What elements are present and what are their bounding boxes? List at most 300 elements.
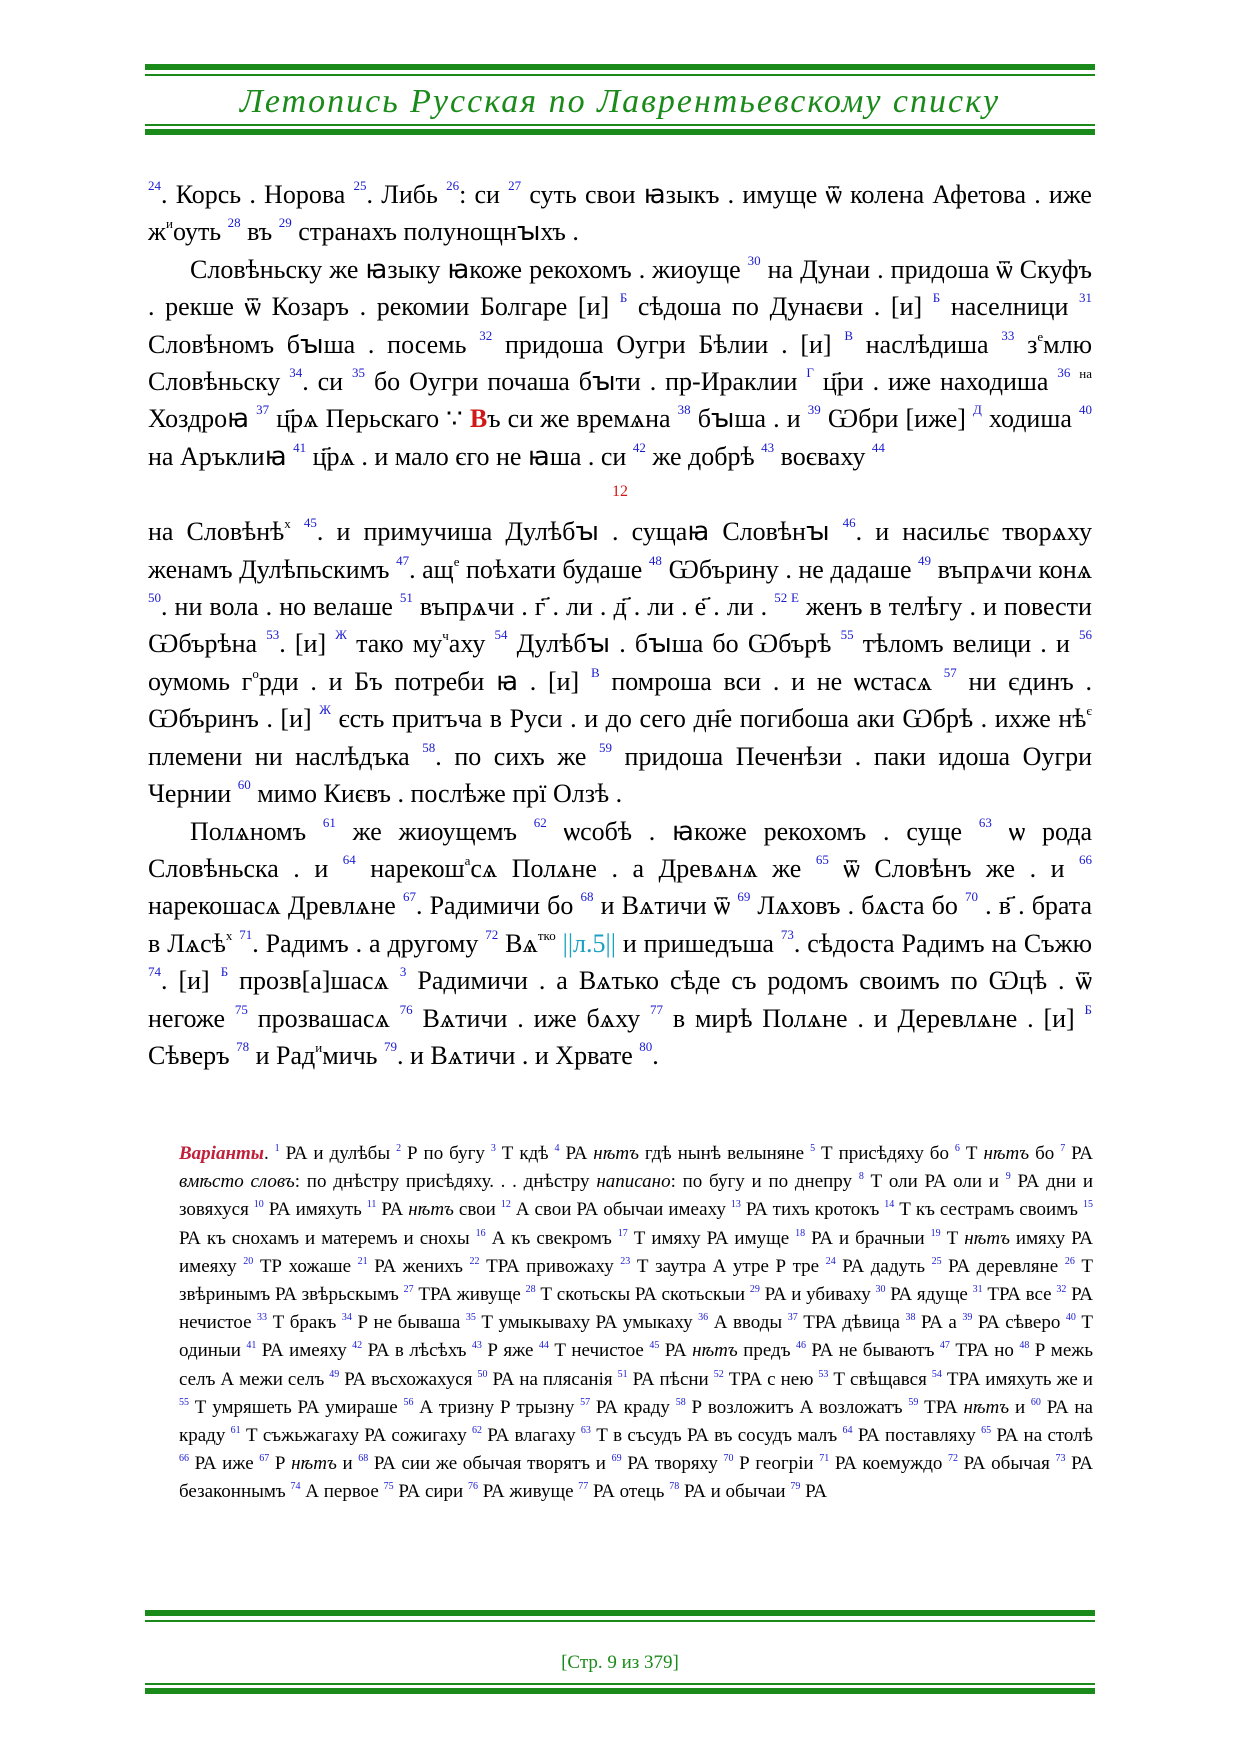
text-run: и Вѧтичи ѿ (593, 891, 738, 921)
footnote-ref: 77 (578, 1481, 589, 1493)
text-run: нарекошасѧ Древлѧне (148, 891, 403, 921)
footnote-ref: 17 (617, 1227, 628, 1239)
text-run: Т бракъ (267, 1312, 342, 1334)
text-run: : по бугу и по днепру (670, 1171, 859, 1193)
footnote-ref: 62 (533, 814, 547, 830)
footnote-ref: Г (806, 365, 814, 381)
text-run: є (1086, 703, 1092, 719)
text-run: Т заутра А утре Р тре (630, 1255, 826, 1277)
text-run: тако му (346, 629, 443, 659)
header-rule-top-thin (145, 74, 1095, 76)
editor-note: нѣтъ (692, 1340, 738, 1362)
text-run: ъ си же времѧна (487, 404, 678, 434)
text-run: же добрѣ (645, 441, 762, 471)
text-run: РА а (915, 1312, 963, 1334)
footnote-ref: 57 (580, 1396, 591, 1408)
footnote-ref: 62 (472, 1425, 482, 1437)
footnote-ref: 38 (905, 1312, 916, 1324)
text-run: РА дадуть (835, 1255, 932, 1277)
footnote-ref: 79 (790, 1481, 801, 1493)
text-run: же жиоущемъ (335, 816, 534, 846)
text-run: РА (559, 1143, 594, 1164)
footnote-ref: 69 (611, 1453, 622, 1465)
footer-rule-bottom-thin (145, 1683, 1095, 1685)
text-run: Т кдѣ (495, 1143, 555, 1164)
text-run: ТРА (918, 1396, 964, 1418)
text-run: свои (453, 1199, 501, 1221)
footnote-ref: 4 (554, 1143, 560, 1154)
footnote-ref: 71 (239, 926, 253, 942)
footnote-ref: 36 (698, 1312, 709, 1324)
editor-note: нѣтъ (291, 1453, 337, 1475)
footnote-ref: 54 (494, 627, 508, 643)
text-run: РА пѣсни (627, 1368, 714, 1390)
text-run: населници (940, 292, 1079, 322)
text-run: єсть притъча в Руси . и до сего дн҃е погибоша аки Ѡбрѣ . ихже нѣ (330, 704, 1087, 734)
header-rule-bottom-thick (145, 129, 1095, 135)
footnote-ref: 34 (289, 365, 303, 381)
text-run: рди . и Бъ потреби ꙗ . [и] (258, 666, 591, 696)
text-run: . ни вола . но велаше (161, 592, 400, 622)
editor-note: нѣтъ (963, 1396, 1010, 1418)
text-run: имяху РА имеяху (179, 1227, 1093, 1277)
footnote-ref: 31 (972, 1284, 983, 1296)
footnote-ref: 52 Е (774, 590, 799, 606)
text-run: РА на краду (179, 1396, 1093, 1447)
text-run: х (225, 927, 233, 943)
footnote-ref: 66 (1079, 851, 1093, 867)
text-run: Словѣньску же ꙗзыку ꙗкоже рекохомъ . жиоуще (190, 254, 748, 284)
text-run: на Словѣнѣ (148, 517, 285, 547)
text-run: и (1009, 1396, 1031, 1418)
footnote-ref: 64 (842, 1425, 853, 1437)
footnote-ref: 33 (1001, 327, 1015, 343)
footnote-ref: Б (1084, 1001, 1093, 1017)
text-run: : си (459, 180, 509, 209)
text-run: . Радимъ . а другому (252, 928, 486, 958)
text-run: А къ свекромъ (485, 1227, 618, 1249)
text-run: Т умряшеть РА умираше (189, 1396, 404, 1418)
footnote-ref: 65 (981, 1425, 992, 1437)
footnote-ref: 49 (918, 552, 932, 568)
text-run: Т имяху РА имуще (627, 1227, 796, 1249)
text-run: сѣдоша по Дунаєви . [и] (627, 292, 933, 322)
text-run: РА краду (590, 1396, 676, 1418)
footnote-ref: 41 (293, 439, 307, 455)
footnote-ref: 45 (649, 1340, 660, 1352)
manuscript-page-number: 12 (612, 483, 628, 501)
text-run: сѧ Полѧне . а Древѧнѧ же (470, 853, 816, 883)
footnote-ref: 51 (399, 590, 413, 606)
footnote-ref: 32 (1056, 1284, 1067, 1296)
footer-rule-top-thin (145, 1620, 1095, 1622)
text-run: РА нечистое (179, 1284, 1094, 1334)
footnote-ref: 60 (1030, 1396, 1041, 1408)
text-run: и Рад (249, 1040, 316, 1070)
footnote-ref: 46 (842, 515, 856, 531)
footnote-ref: 44 (871, 439, 885, 455)
footnote-ref: 72 (948, 1453, 959, 1465)
footnote-ref: 58 (422, 739, 436, 755)
text-run: суть свои ꙗзыкъ . имуще ѿ колена Афетова . иже ж (148, 180, 1092, 247)
footnote-ref: 60 (237, 777, 251, 793)
footnote-ref: Б (932, 290, 941, 306)
footnote-ref: 53 (266, 627, 280, 643)
text-run: Вѧтичи . иже бѧху (412, 1003, 650, 1033)
footnote-ref: 56 (1079, 627, 1093, 643)
text-run: РА поставляху (852, 1425, 982, 1447)
text-run: мичь (322, 1040, 385, 1070)
text-run: Лѧховъ . бѧста бо (750, 891, 965, 921)
text-run: Т звѣринымъ РА звѣрьскымъ (179, 1255, 1094, 1306)
text-run: РА и брачныи (805, 1227, 931, 1249)
footnote-ref: 64 (342, 851, 356, 867)
text-run: Т свѣщався (828, 1368, 932, 1390)
text-run: РА не бываютъ (805, 1340, 940, 1362)
text-run: РА и обычаи (679, 1481, 791, 1503)
footnote-ref: 11 (366, 1199, 377, 1211)
text-run: ТРА живуще (413, 1284, 526, 1306)
footnote-ref: 36 (1057, 365, 1071, 381)
text-run: мимо Києвъ . послѣже прї Олзѣ . (250, 779, 623, 809)
variants-label: Варіанты (179, 1143, 264, 1164)
footnote-ref: 29 (749, 1284, 760, 1296)
text-run: . по сихъ же (435, 741, 599, 771)
footnote-ref: 43 (761, 439, 775, 455)
footnote-ref: Ж (335, 627, 347, 643)
header-rule-top-thick (145, 64, 1095, 70)
editor-note: нѣтъ (408, 1199, 454, 1221)
footnote-ref: 80 (639, 1038, 653, 1054)
text-run: Словѣномъ бꙑша . посемь (148, 329, 480, 359)
text-run: РА (1065, 1143, 1094, 1164)
text-run: на Дунаи . придоша ѿ Скуфъ . рекше ѿ Козаръ . рекомии Болгаре [и] (148, 254, 1093, 322)
footnote-ref: 70 (723, 1453, 734, 1465)
footnote-ref: 50 (148, 590, 161, 606)
editor-note: написано (596, 1171, 671, 1193)
chronicle-text (148, 176, 1092, 1074)
text-run: РА иже (189, 1453, 260, 1475)
text-run: е (453, 553, 460, 569)
text-run: бꙑша . и (690, 404, 808, 434)
text-run: въпрѧчи . г҃ . ли . д҃ . ли . е҃ . ли . (412, 592, 775, 622)
footnote-ref: 41 (246, 1340, 257, 1352)
footnote-ref: 37 (256, 402, 270, 418)
text-run: ц҃рѧ . и мало єго не ꙗша . си (306, 441, 633, 471)
text-run: А тризну Р трызну (413, 1396, 581, 1418)
footnote-ref: 75 (234, 1001, 248, 1017)
text-run: странахъ полунощнꙑхъ . (291, 217, 579, 247)
footnote-ref: Д (972, 402, 982, 418)
footnote-ref: 45 (303, 515, 317, 531)
footnote-ref: 67 (259, 1453, 270, 1465)
text-run: Ѡбърину . не дадаше (661, 554, 919, 584)
text-run: воєваху (774, 441, 872, 471)
footnote-ref: 49 (329, 1368, 340, 1380)
footnote-ref: 12 (500, 1199, 511, 1211)
text-run: Р возложитъ А возложатъ (685, 1396, 909, 1418)
text-run: РА в лѣсѣхъ (362, 1340, 472, 1362)
footnote-ref: 51 (617, 1368, 628, 1380)
footnote-ref: 59 (908, 1396, 919, 1408)
footnote-ref: 53 (818, 1368, 829, 1380)
footnote-ref: 70 (964, 889, 978, 905)
text-run: . и насильє творѧху женамъ Дулѣпьскимъ (148, 517, 1093, 584)
text-run: Т одиныи (179, 1312, 1094, 1362)
text-run: Т оли РА оли и (863, 1171, 1006, 1193)
footnote-ref: 73 (1055, 1453, 1066, 1465)
footnote-ref: 71 (819, 1453, 830, 1465)
text-run: помроша вси . и не ѡстасѧ (599, 666, 944, 696)
text-run: РА имяхуть (263, 1199, 367, 1221)
text-run: а (464, 852, 471, 868)
footnote-ref: 30 (875, 1284, 886, 1296)
text-run: РА тихъ кротокъ (740, 1199, 885, 1221)
footnote-ref: 25 (353, 178, 367, 193)
text-run: ѡ рода Словѣньска . и (148, 816, 1092, 883)
text-run: ТРА привожаху (479, 1255, 621, 1277)
text-run: Т (940, 1227, 965, 1249)
text-run: РА имеяху (256, 1340, 353, 1362)
footnote-ref: 34 (341, 1312, 352, 1324)
footnote-ref: 78 (236, 1038, 250, 1054)
text-run: ц҃рѧ Перьскаго ∵ (269, 404, 470, 434)
footnote-ref: 66 (179, 1453, 189, 1465)
footnote-ref: 30 (747, 252, 761, 268)
footnote-ref: 33 (257, 1312, 268, 1324)
text-run: млю Словѣньску (148, 329, 1092, 397)
footnote-ref: 59 (598, 739, 612, 755)
text-run: РА безаконнымъ (179, 1453, 1093, 1503)
footnote-ref: В (844, 327, 853, 343)
footnote-ref: 75 (383, 1481, 394, 1493)
footer-page-number: [Стр. 9 из 379] (561, 1652, 679, 1673)
text-run: на (1079, 366, 1092, 382)
footnote-ref: 43 (471, 1340, 482, 1352)
footer-rule-bottom-thick (145, 1688, 1095, 1694)
text-run: ч (442, 628, 449, 644)
footnote-ref: Б (619, 290, 628, 306)
footnote-ref: 74 (148, 964, 161, 980)
footnote-ref: 55 (840, 627, 854, 643)
footnote-ref: 65 (815, 851, 829, 867)
text-run: аху (448, 629, 495, 659)
text-run: ходиша (981, 404, 1079, 434)
text-run: А первое (300, 1481, 384, 1503)
text-run: на Аръклиꙗ (148, 441, 294, 471)
footnote-ref: 7 (1060, 1143, 1066, 1154)
footnote-ref: 61 (230, 1425, 241, 1437)
text-run: РА и убиваху (759, 1284, 876, 1306)
text-run: Р по бугу (401, 1143, 491, 1164)
text-run: РА отець (588, 1481, 670, 1503)
footnote-ref: 47 (939, 1340, 950, 1352)
footnote-ref: 28 (525, 1284, 536, 1296)
footnote-ref: 31 (1079, 290, 1092, 306)
text-run: . Радимичи бо (415, 891, 581, 921)
footnote-ref: 24 (148, 178, 161, 193)
footnote-ref: 26 (1064, 1255, 1075, 1267)
paragraph-4: Полѧномъ $^{61}$ же жиоущемъ $^{62}$ ѡсобѣ . ꙗкоже рекохомъ . суще $^{63}$ ѡ рода Словѣньска . и $^{64}$ нарекош$^а$сѧ Полѧне . а Древѧнѧ же $^{65}$ ѿ Словѣнъ же . и $^{66}$ нарекошасѧ Древлѧне $^{67}$. Радимичи бо $^{68}$ и Вѧтичи ѿ $^{69}$ Лѧховъ . бѧста бо $^{70}$ . в҃ . брата в Лѧсѣ$^х$ $^{71}$. Радимъ . а другому $^{72}$ $Вѧ^{тко}$ ||л.5|| и пришедъша $^{73}$. сѣдоста Радимъ на Съжю $^{74}$. [и] $^Б$ прозв[а]шасѧ $^3$ Радимичи . а Вѧтько сѣде съ родомъ своимъ по Ѡцѣ . ѿ негоже $^{75}$ прозвашасѧ $^{76}$ Вѧтичи . иже бѧху $^{77}$ в мирѣ Полѧне . и Деревлѧне . [и] $^Б$ Сѣверъ $^{78}$ и Рад$^и$мичь $^{79}$. и Вѧтичи . и Хрвате $^{80}$. (148, 814, 1093, 1070)
manuscript-leaf-marker: ||л.5|| (562, 928, 616, 958)
footnote-ref: 54 (931, 1368, 942, 1380)
text-run: Радимичи . а Вѧтько сѣде съ родомъ своимъ по Ѡцѣ . ѿ негоже (148, 966, 1092, 1033)
footnote-ref: 73 (780, 926, 794, 942)
text-run: . в҃ . брата в Лѧсѣ (148, 891, 1093, 958)
text-run: РА обычая (958, 1453, 1056, 1475)
text-run: Полѧномъ (190, 816, 323, 846)
text-run: РА сии же обычая творятъ и (368, 1453, 612, 1475)
footnote-ref: 76 (467, 1481, 478, 1493)
text-run: . Либь (366, 180, 447, 209)
footnote-ref: 35 (352, 365, 366, 381)
text-run: . и Вѧтичи . и Хрвате (397, 1040, 640, 1070)
text-run: женъ в телѣгу . и повести Ѡбърѣна (148, 592, 1092, 659)
footnote-ref: 52 (713, 1368, 724, 1380)
footnote-ref: 40 (1079, 402, 1092, 418)
header-rule-bottom-thin (145, 124, 1095, 126)
text-run: о (252, 665, 259, 681)
text-run: ѿ Словѣнъ же . и (828, 853, 1080, 883)
text-run: въпрѧчи конѧ (931, 554, 1093, 584)
text-run: Хоздроꙗ (148, 404, 257, 434)
text-run: . сѣдоста Радимъ на Съжю (793, 928, 1092, 958)
text-run: . (263, 1143, 275, 1164)
editor-note: нѣтъ (964, 1227, 1010, 1249)
text-run: РА въсхожахуся (339, 1368, 478, 1390)
text-run: и (336, 1453, 359, 1475)
text-run: Р яже (481, 1340, 539, 1362)
text-run: бо (1029, 1143, 1061, 1164)
footnote-ref: 50 (477, 1368, 488, 1380)
header-title: Летопись Русская по Лаврентьевскому списку (239, 83, 1001, 120)
footnote-ref: В (590, 664, 600, 680)
text-run: . [и] (279, 629, 336, 659)
paragraph-3 (148, 513, 1092, 812)
footnote-ref: 5 (810, 1143, 816, 1154)
footnote-ref: 42 (632, 439, 646, 455)
text-run: . и примучиша Дулѣбꙑ . сущаꙗ Словѣнꙑ (316, 517, 843, 547)
footnote-ref: 68 (580, 889, 594, 905)
footnote-ref: 20 (243, 1255, 254, 1267)
text-run: РА (659, 1340, 693, 1362)
text-run: оуть (172, 217, 228, 247)
footnote-ref: 6 (954, 1143, 960, 1154)
text-run: Р не бываша (351, 1312, 466, 1334)
text-run: : по днѣстру присѣдяху. . . днѣстру (294, 1171, 597, 1193)
footnote-ref: 21 (357, 1255, 368, 1267)
text-run: х (284, 516, 291, 532)
text-run: и пришедъша (615, 928, 781, 958)
paragraph-2 (148, 251, 1092, 475)
footnote-ref: 44 (538, 1340, 549, 1352)
text-run: придоша Оугри Бѣлии . [и] (492, 329, 845, 359)
text-run: ТРА все (982, 1284, 1057, 1306)
footnote-ref: 27 (403, 1284, 414, 1296)
text-run: въ (240, 217, 279, 247)
text-run: бо Оугри почаша бꙑти . пр-Ираклии (365, 367, 807, 397)
footnote-ref: 57 (943, 664, 957, 680)
text-run: Т присѣдяху бо (815, 1143, 955, 1164)
footer-rule-top-thick (145, 1610, 1095, 1616)
text-run: ТРА имяхуть же и (941, 1368, 1093, 1390)
footnote-ref: 26 (446, 178, 460, 193)
footnote-ref: 19 (930, 1227, 941, 1239)
text-run: РА на столѣ (991, 1425, 1093, 1447)
footnote-ref: 63 (978, 814, 992, 830)
footnote-ref: 22 (469, 1255, 480, 1267)
text-run: придоша Печенѣзи . паки идоша Оугри Чернии (148, 741, 1092, 809)
text-run: Вѧ (498, 928, 538, 958)
text-run: Р геогріи (733, 1453, 820, 1475)
text-run: нарекош (355, 853, 465, 883)
text-run: Р межь селъ А межи селъ (179, 1340, 1094, 1390)
footnote-ref: 68 (358, 1453, 369, 1465)
footnote-ref: 18 (795, 1227, 806, 1239)
text-run: РА дни и зовяхуся (179, 1171, 1094, 1221)
text-run: прозвашасѧ (247, 1003, 400, 1033)
text-run: гдѣ нынѣ велыняне (638, 1143, 811, 1164)
footnote-ref: 24 (825, 1255, 836, 1267)
paragraph-1 (148, 176, 1092, 251)
footnote-ref: 78 (669, 1481, 680, 1493)
text-run: предъ (737, 1340, 796, 1362)
footnote-ref: 47 (396, 552, 410, 568)
footnote-ref: 14 (884, 1199, 895, 1211)
footnote-ref: 79 (384, 1038, 398, 1054)
text-run: Ѡбри [иже] (820, 404, 973, 434)
footnote-ref: Б (220, 964, 229, 980)
text-run: Дулѣбꙑ . бꙑша бо Ѡбърѣ (507, 629, 841, 659)
text-run: и (165, 216, 173, 232)
footnote-ref: 48 (648, 552, 662, 568)
footnote-ref: 72 (485, 926, 499, 942)
text-run: . ащ (409, 554, 454, 584)
footnote-ref: 77 (649, 1001, 663, 1017)
text-run: РА творяху (621, 1453, 724, 1475)
footnote-ref: 40 (1065, 1312, 1076, 1324)
text-run: тко (537, 927, 556, 943)
footnote-ref: 35 (465, 1312, 476, 1324)
footnote-ref: 42 (352, 1340, 363, 1352)
footnote-ref: 10 (253, 1199, 264, 1211)
variants-apparatus (179, 1140, 1093, 1507)
footnote-ref: 61 (322, 814, 336, 830)
text-run: ТРА с нею (723, 1368, 819, 1390)
footnote-ref: 39 (807, 402, 821, 418)
text-run: РА живуще (477, 1481, 579, 1503)
text-run: ТРА дѣвица (797, 1312, 906, 1334)
text-run: А вводы (708, 1312, 788, 1334)
text-run: поѣхати будаше (459, 554, 649, 584)
text-run: РА сѣверо (972, 1312, 1066, 1334)
red-initial: В (469, 404, 488, 434)
footnote-ref: 15 (1082, 1199, 1093, 1211)
text-run: РА сири (393, 1481, 468, 1503)
text-run: РА деревляне (941, 1255, 1065, 1277)
text-run: ц҃ри . иже находиша (813, 367, 1058, 397)
text-run: РА коемуждо (829, 1453, 949, 1475)
text-run: ТР хожаше (253, 1255, 358, 1277)
text-run: РА влагаху (482, 1425, 581, 1447)
footnote-ref: 67 (402, 889, 416, 905)
text-run: А свои РА обычаи имеаху (510, 1199, 731, 1221)
editor-note: нѣтъ (593, 1143, 639, 1164)
footnote-ref: 1 (274, 1143, 280, 1154)
footnote-ref: 37 (787, 1312, 798, 1324)
editor-note: нѣтъ (983, 1143, 1030, 1164)
text-run: Т съжьжагаху РА сожигаху (240, 1425, 472, 1447)
